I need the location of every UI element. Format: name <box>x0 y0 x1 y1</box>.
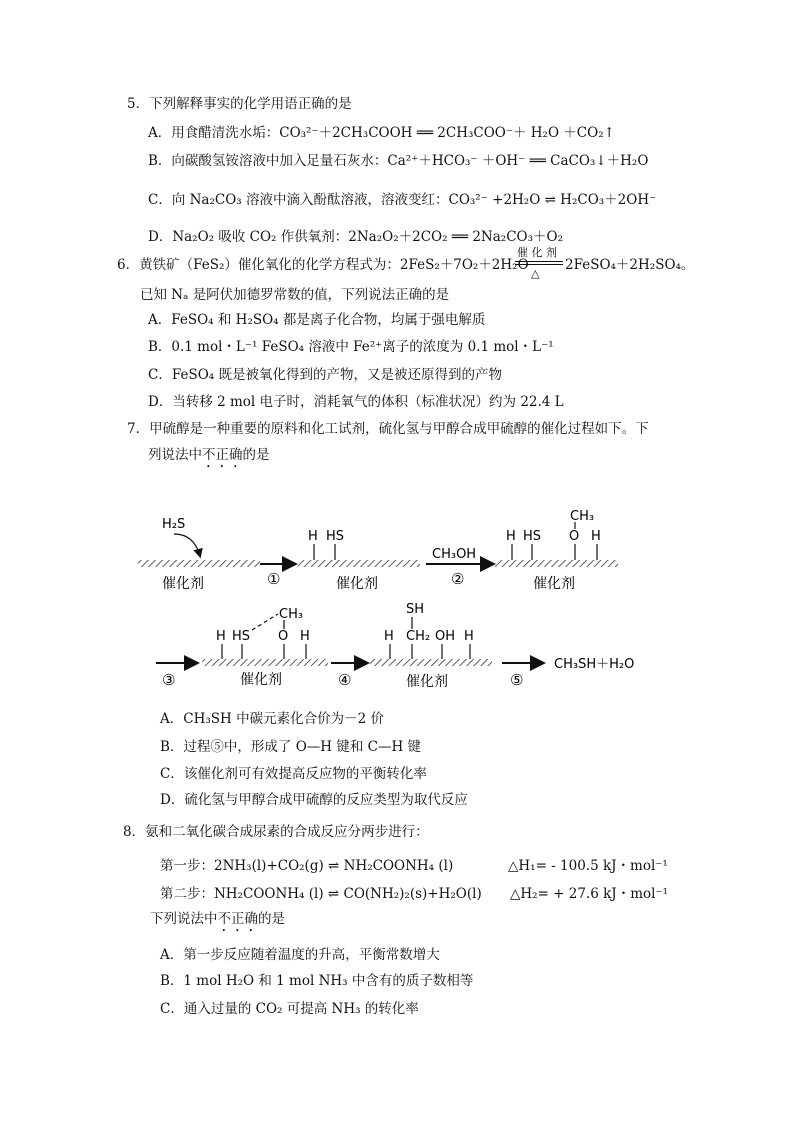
q6-condition-bottom: △ <box>531 267 540 280</box>
q8-option-b: B．1 mol H₂O 和 1 mol NH₃ 中含有的质子数相等 <box>160 973 474 989</box>
q6-stem-right: 2FeSO₄＋2H₂SO₄。 <box>565 257 695 273</box>
q7-option-d: D．硫化氢与甲醇合成甲硫醇的反应类型为取代反应 <box>160 792 468 808</box>
q8-step2-equation: 第二步：NH₂COONH₄ (l) ⇌ CO(NH₂)₂(s)+H₂O(l) <box>160 886 482 902</box>
atom-h-1: H <box>308 529 318 544</box>
step1-label: ① <box>267 570 281 588</box>
q7-option-c: C．该催化剂可有效提高反应物的平衡转化率 <box>160 766 427 782</box>
step2-label: ② <box>451 570 465 588</box>
q8-step1-equation: 第一步：2NH₃(l)+CO₂(g) ⇌ NH₂COONH₄ (l) <box>160 858 454 874</box>
catalyst-surface-5 <box>370 659 492 666</box>
group-sh: SH <box>406 602 425 617</box>
q6-stem-left: 6．黄铁矿（FeS₂）催化氧化的化学方程式为：2FeS₂＋7O₂＋2H₂O <box>117 257 529 273</box>
q6-option-a: A．FeSO₄ 和 H₂SO₄ 都是离子化合物，均属于强电解质 <box>148 312 486 328</box>
catalyst-label-4: 催化剂 <box>240 672 282 688</box>
group-hs-3: HS <box>232 629 251 644</box>
group-hs-2: HS <box>523 529 542 544</box>
q6-option-d: D．当转移 2 mol 电子时，消耗氧气的体积（标准状况）约为 22.4 L <box>148 394 564 410</box>
q8-stem2-post: 的是 <box>258 911 285 927</box>
catalyst-surface-3 <box>495 560 618 567</box>
step4-label: ④ <box>338 671 352 689</box>
q5-option-d: D．Na₂O₂ 吸收 CO₂ 作供氧剂：2Na₂O₂＋2CO₂ ══ 2Na₂CO₃＋O₂ <box>148 229 563 245</box>
catalyst-surface-2 <box>298 560 420 567</box>
q5-option-b: B．向碳酸氢铵溶液中加入足量石灰水：Ca²⁺＋HCO₃⁻ ＋OH⁻ ══ CaCO₃↓＋H₂O <box>148 153 649 169</box>
group-oh: OH <box>435 629 456 644</box>
q8-stem: 8．氨和二氧化碳合成尿素的合成反应分两步进行： <box>123 824 429 840</box>
q6-option-b: B．0.1 mol・L⁻¹ FeSO₄ 溶液中 Fe²⁺离子的浓度为 0.1 mol・L⁻¹ <box>148 339 554 355</box>
group-ch3-1: CH₃ <box>570 509 595 524</box>
atom-o-2: O <box>278 629 289 644</box>
atom-h-4: H <box>216 629 226 644</box>
catalyst-surface-1 <box>138 560 260 567</box>
q6-option-c: C．FeSO₄ 既是被氧化得到的产物，又是被还原得到的产物 <box>148 367 502 383</box>
product-label: CH₃SH＋H₂O <box>554 657 635 672</box>
q7-option-a: A．CH₃SH 中碳元素化合价为－2 价 <box>160 711 384 727</box>
q5-option-a: A．用食醋清洗水垢：CO₃²⁻＋2CH₃COOH ══ 2CH₃COO⁻＋ H₂O ＋CO₂↑ <box>148 125 615 141</box>
h2s-arrow <box>174 534 200 556</box>
step5-label: ⑤ <box>510 671 524 689</box>
q8-step1-enthalpy: △H₁= - 100.5 kJ・mol⁻¹ <box>508 858 668 874</box>
q6-stem2: 已知 Nₐ 是阿伏加德罗常数的值，下列说法正确的是 <box>140 287 450 303</box>
catalyst-label-3: 催化剂 <box>533 576 575 592</box>
catalyst-surface-4 <box>202 659 328 666</box>
atom-h-2: H <box>506 529 516 544</box>
catalyst-label-5: 催化剂 <box>406 674 448 690</box>
h2s-label: H₂S <box>162 517 186 532</box>
atom-o-1: O <box>569 529 580 544</box>
ch3oh-label: CH₃OH <box>432 547 477 562</box>
q8-step2-enthalpy: △H₂= + 27.6 kJ・mol⁻¹ <box>510 886 668 902</box>
q8-option-a: A．第一步反应随着温度的升高，平衡常数增大 <box>160 947 440 963</box>
q7-stem2 <box>148 446 270 471</box>
catalyst-label-2: 催化剂 <box>336 576 378 592</box>
group-hs-1: HS <box>326 529 345 544</box>
group-ch3-2: CH₃ <box>279 607 304 622</box>
q5-stem: 5．下列解释事实的化学用语正确的是 <box>127 96 352 112</box>
atom-h-7: H <box>464 629 474 644</box>
q6-condition-top: 催 化 剂 <box>517 246 557 259</box>
q8-stem2-pre: 下列说法中 <box>150 911 218 927</box>
atom-h-6: H <box>384 629 394 644</box>
q7-option-b: B．过程⑤中，形成了 O—H 键和 C—H 键 <box>160 739 422 755</box>
atom-h-5: H <box>300 629 310 644</box>
q8-stem2 <box>150 910 285 935</box>
step3-label: ③ <box>162 671 176 689</box>
q5-option-c: C．向 Na₂CO₃ 溶液中滴入酚酞溶液，溶液变红：CO₃²⁻ +2H₂O ⇌ H₂CO₃＋2OH⁻ <box>148 192 657 208</box>
q7-stem2-pre: 列说法中 <box>148 447 202 463</box>
q8-option-c: C．通入过量的 CO₂ 可提高 NH₃ 的转化率 <box>160 1001 419 1017</box>
catalyst-label-1: 催化剂 <box>162 576 204 592</box>
q7-stem: 7．甲硫醇是一种重要的原料和化工试剂，硫化氢与甲醇合成甲硫醇的催化过程如下。下 <box>127 421 649 437</box>
q8-stem2-emphasis: 不正确 <box>217 911 258 927</box>
q7-stem2-post: 的是 <box>242 447 270 463</box>
q7-stem2-emphasis: 不正确 <box>202 447 243 463</box>
atom-h-3: H <box>591 529 601 544</box>
group-ch2: CH₂ <box>406 629 431 644</box>
catalysis-diagram <box>130 500 690 700</box>
s-c-interaction-dashed <box>252 614 278 630</box>
